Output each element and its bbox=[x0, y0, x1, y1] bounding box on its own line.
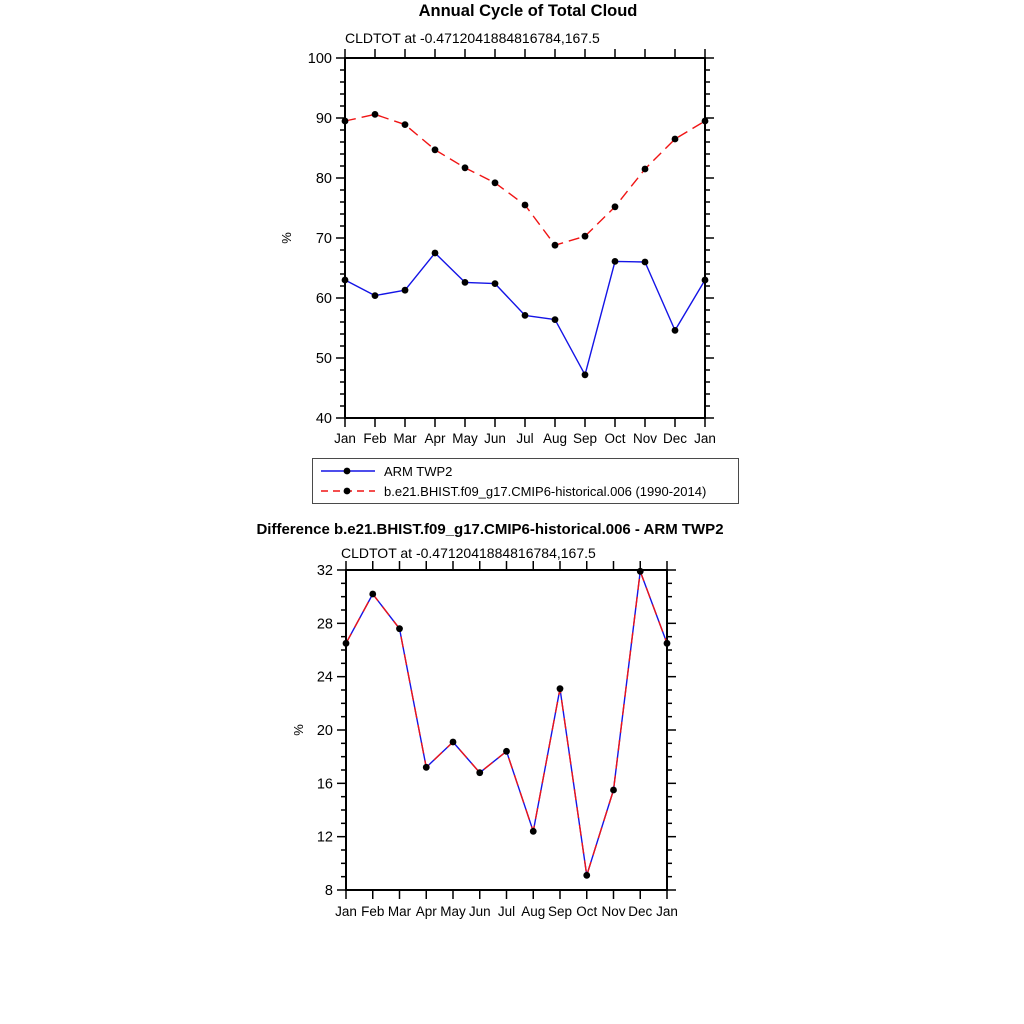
data-point-marker bbox=[672, 327, 679, 334]
x-tick-label: Sep bbox=[572, 431, 598, 446]
data-point-marker bbox=[396, 625, 403, 632]
x-tick-label: May bbox=[440, 904, 466, 919]
y-tick-label: 12 bbox=[316, 829, 333, 846]
data-point-marker bbox=[530, 828, 537, 835]
data-point-marker bbox=[432, 250, 439, 257]
data-point-marker bbox=[612, 258, 619, 265]
series-line bbox=[346, 571, 667, 875]
y-tick-label: 90 bbox=[315, 111, 332, 127]
data-point-marker bbox=[343, 640, 350, 647]
legend-marker-dot-icon bbox=[344, 468, 351, 475]
y-tick-label: 50 bbox=[315, 351, 332, 367]
x-tick-label: Nov bbox=[632, 431, 658, 446]
data-point-marker bbox=[462, 164, 469, 171]
x-tick-label: Oct bbox=[576, 904, 598, 919]
y-tick-label: 60 bbox=[315, 291, 332, 307]
x-tick-label: Jan bbox=[334, 431, 356, 446]
x-tick-label: Nov bbox=[601, 904, 626, 919]
data-point-marker bbox=[432, 146, 439, 153]
data-point-marker bbox=[503, 748, 510, 755]
y-tick-label: 8 bbox=[324, 883, 333, 899]
chart1-subtitle: CLDTOT at -0.4712041884816784,167.5 bbox=[345, 30, 600, 46]
legend-label-model: b.e21.BHIST.f09_g17.CMIP6-historical.006 (1990-2014) bbox=[384, 483, 707, 499]
data-point-marker bbox=[582, 371, 589, 378]
y-axis-label: % bbox=[291, 724, 306, 736]
x-tick-label: Sep bbox=[547, 904, 573, 919]
data-point-marker bbox=[664, 640, 671, 647]
x-tick-label: Feb bbox=[361, 904, 385, 919]
y-tick-label: 100 bbox=[307, 51, 332, 67]
data-point-marker bbox=[583, 872, 590, 879]
series-overlay-dashed-line bbox=[346, 571, 667, 875]
data-point-marker bbox=[450, 739, 457, 746]
axis-frame bbox=[346, 570, 667, 890]
x-tick-label: Aug bbox=[521, 904, 546, 919]
x-tick-label: Mar bbox=[393, 431, 417, 446]
data-point-marker bbox=[552, 316, 559, 323]
data-point-marker bbox=[552, 242, 559, 249]
y-tick-label: 70 bbox=[315, 231, 332, 247]
legend-line-sample-solid bbox=[319, 463, 379, 479]
data-point-marker bbox=[702, 118, 709, 125]
chart1-plot-area bbox=[270, 36, 770, 456]
data-point-marker bbox=[672, 136, 679, 143]
x-tick-label: Jan bbox=[335, 904, 357, 919]
series-line bbox=[345, 114, 705, 245]
legend-marker-dot-icon bbox=[344, 488, 351, 495]
y-tick-label: 28 bbox=[316, 616, 333, 633]
legend-label-arm-twp2: ARM TWP2 bbox=[384, 463, 453, 479]
x-tick-label: May bbox=[452, 431, 478, 446]
x-tick-label: Feb bbox=[363, 431, 387, 446]
data-point-marker bbox=[342, 118, 349, 125]
y-tick-label: 24 bbox=[316, 669, 333, 686]
x-tick-label: Dec bbox=[662, 431, 688, 446]
y-tick-label: 32 bbox=[316, 563, 333, 579]
chart1-legend bbox=[312, 458, 739, 504]
legend-item-arm-twp2 bbox=[319, 461, 734, 481]
data-point-marker bbox=[372, 292, 379, 299]
legend-item-model bbox=[319, 481, 734, 501]
chart2-subtitle: CLDTOT at -0.4712041884816784,167.5 bbox=[341, 545, 596, 561]
data-point-marker bbox=[610, 787, 617, 794]
legend-line-sample-dashed bbox=[319, 483, 379, 499]
data-point-marker bbox=[522, 312, 529, 319]
x-tick-label: Jan bbox=[656, 904, 678, 919]
x-tick-label: Jul bbox=[516, 431, 534, 446]
data-point-marker bbox=[642, 166, 649, 173]
x-tick-label: Jun bbox=[484, 431, 506, 446]
data-point-marker bbox=[582, 233, 589, 240]
data-point-marker bbox=[342, 277, 349, 284]
data-point-marker bbox=[492, 280, 499, 287]
x-tick-label: Apr bbox=[415, 904, 437, 919]
data-point-marker bbox=[612, 203, 619, 210]
data-point-marker bbox=[423, 764, 430, 771]
x-tick-label: Apr bbox=[424, 431, 446, 446]
data-point-marker bbox=[492, 179, 499, 186]
x-tick-label: Jan bbox=[694, 431, 716, 446]
y-tick-label: 40 bbox=[315, 411, 332, 427]
x-tick-label: Mar bbox=[387, 904, 412, 919]
y-tick-label: 16 bbox=[316, 776, 333, 793]
data-point-marker bbox=[462, 279, 469, 286]
data-point-marker bbox=[369, 591, 376, 598]
data-point-marker bbox=[642, 259, 649, 266]
data-point-marker bbox=[557, 685, 564, 692]
chart2-plot-area bbox=[270, 548, 710, 933]
chart2-title: Difference b.e21.BHIST.f09_g17.CMIP6-historical.006 - ARM TWP2 bbox=[256, 521, 724, 538]
y-axis-label: % bbox=[279, 232, 294, 244]
data-point-marker bbox=[402, 287, 409, 294]
x-tick-label: Dec bbox=[628, 904, 653, 919]
data-point-marker bbox=[476, 769, 483, 776]
data-point-marker bbox=[522, 202, 529, 209]
data-point-marker bbox=[372, 111, 379, 118]
x-tick-label: Jul bbox=[497, 904, 516, 919]
axis-frame bbox=[345, 58, 705, 418]
y-tick-label: 80 bbox=[315, 171, 332, 187]
x-tick-label: Oct bbox=[604, 431, 626, 446]
data-point-marker bbox=[702, 277, 709, 284]
data-point-marker bbox=[402, 121, 409, 128]
data-point-marker bbox=[637, 568, 644, 575]
x-tick-label: Jun bbox=[468, 904, 491, 919]
y-tick-label: 20 bbox=[316, 723, 333, 739]
chart1-title: Annual Cycle of Total Cloud bbox=[418, 2, 638, 20]
x-tick-label: Aug bbox=[542, 431, 568, 446]
